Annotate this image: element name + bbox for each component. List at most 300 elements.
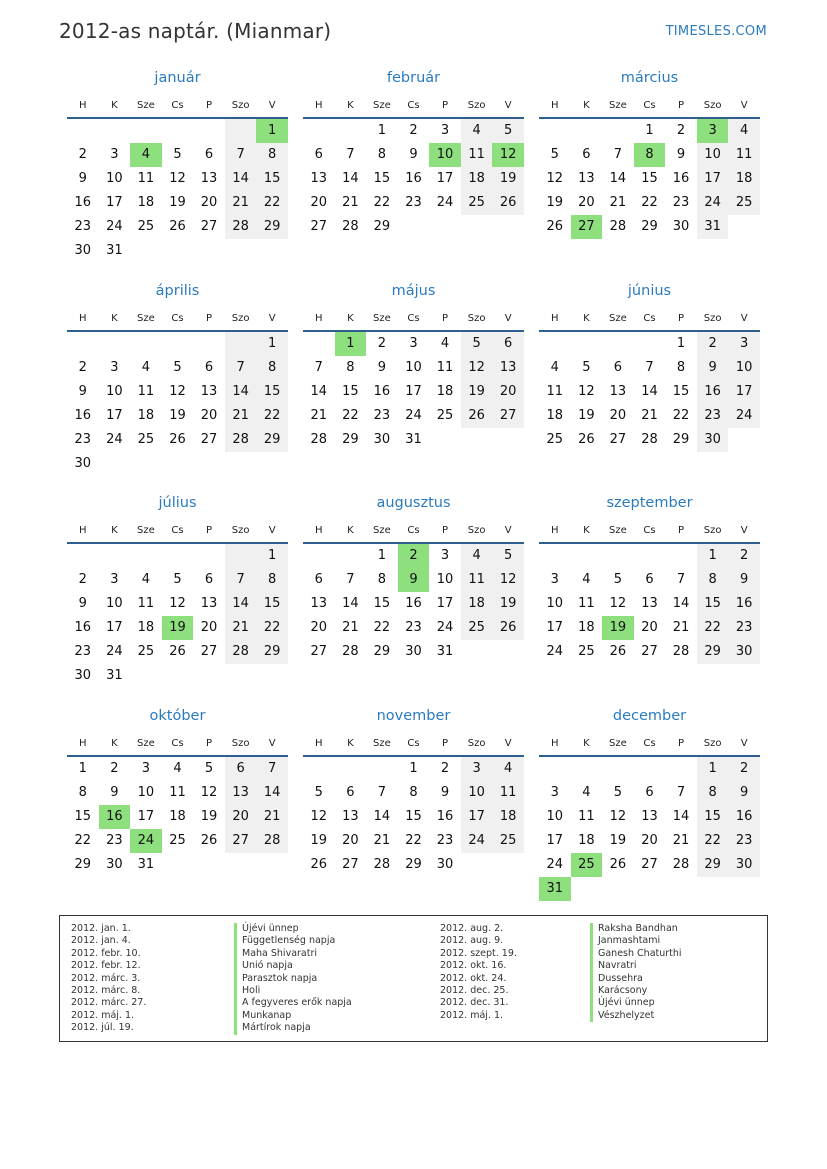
holiday-day-cell: 8 [634,143,666,167]
weekday-label: V [268,738,276,749]
day-cell: 14 [225,380,257,404]
day-cell: 26 [169,432,186,447]
month-block [303,495,524,695]
day-cell: 13 [310,171,328,186]
weekday-label: V [740,525,748,536]
day-cell: 1 [645,123,654,138]
day-cell: 14 [672,596,690,611]
legend-date: 2012. aug. 9. [440,935,504,947]
day-cell: 11 [578,596,595,611]
day-cell: 23 [672,195,690,210]
day-cell: 29 [256,640,288,664]
day-cell: 29 [256,215,288,239]
weekday-label: Szo [703,100,722,111]
weekday-label: K [583,100,590,111]
day-cell: 18 [169,809,186,824]
holiday-day-cell: 31 [539,877,571,901]
day-cell: 15 [697,805,729,829]
day-cell: 25 [578,644,595,659]
legend-holiday-name: Dussehra [590,973,682,985]
weekday-label: V [504,100,512,111]
day-grid [303,757,524,901]
day-cell: 25 [461,616,493,640]
day-cell: 3 [461,757,493,781]
day-cell: 27 [200,644,218,659]
day-cell: 11 [578,809,595,824]
legend-date: 2012. júl. 19. [71,1022,134,1034]
day-cell: 1 [676,336,686,351]
weekday-label: H [315,313,323,324]
day-cell: 15 [641,171,658,186]
day-cell: 4 [440,336,450,351]
day-cell: 8 [256,356,288,380]
day-cell: 18 [461,592,493,616]
day-cell: 26 [609,644,627,659]
holiday-day-cell: 27 [571,215,603,239]
day-cell: 2 [78,147,87,162]
day-cell: 5 [461,332,493,356]
legend-right-dates [440,923,517,1022]
day-cell: 12 [169,171,186,186]
day-cell: 20 [578,195,595,210]
weekday-label: Cs [643,525,656,536]
day-cell: 7 [256,757,288,781]
day-cell: 11 [169,785,186,800]
day-cell: 28 [672,857,690,872]
month-name: február [386,70,441,86]
weekday-label: P [442,525,449,536]
weekday-label: Szo [231,313,250,324]
day-cell: 16 [405,596,422,611]
legend-left-names [234,923,352,1035]
day-cell: 6 [346,785,355,800]
day-cell: 20 [200,195,218,210]
day-cell: 25 [137,219,155,234]
day-cell: 29 [697,853,729,877]
legend-holiday-name: Maha Shivaratri [234,948,352,960]
day-cell: 3 [550,572,559,587]
day-cell: 24 [697,191,729,215]
weekday-header [539,738,760,754]
day-cell: 18 [461,167,493,191]
day-cell: 29 [405,857,422,872]
day-cell: 23 [74,219,92,234]
day-cell: 17 [436,596,454,611]
weekday-label: P [206,525,213,536]
legend-date: 2012. okt. 16. [440,960,507,972]
day-cell: 9 [697,356,729,380]
weekday-label: Cs [643,100,656,111]
weekday-label: H [79,100,87,111]
weekday-label: Cs [407,313,420,324]
legend-date: 2012. dec. 31. [440,997,509,1009]
day-cell: 10 [546,596,564,611]
legend-holiday-name: Navratri [590,960,682,972]
day-cell: 11 [461,143,493,167]
day-cell: 24 [106,219,123,234]
day-cell: 5 [173,360,182,375]
day-cell: 15 [342,384,359,399]
day-cell: 22 [373,195,391,210]
month-name: március [620,70,679,86]
day-cell: 11 [546,384,564,399]
weekday-label: Szo [231,525,250,536]
day-cell: 30 [672,219,690,234]
day-cell: 7 [377,785,387,800]
day-cell: 22 [641,195,658,210]
day-cell: 2 [728,544,760,568]
weekday-label: Cs [171,313,184,324]
day-cell: 20 [225,805,257,829]
day-cell: 17 [546,620,564,635]
holiday-day-cell: 2 [398,544,430,568]
weekday-label: Szo [467,525,486,536]
day-cell [225,544,257,568]
day-cell: 27 [200,432,218,447]
day-cell: 11 [436,360,454,375]
weekday-label: Sze [609,100,627,111]
day-cell: 16 [74,195,92,210]
day-cell: 30 [74,243,92,258]
month-block [303,708,524,908]
day-cell: 17 [461,805,493,829]
day-cell: 14 [373,809,391,824]
day-cell: 14 [641,384,658,399]
day-cell: 6 [613,360,623,375]
day-cell: 15 [373,171,391,186]
day-cell: 12 [169,384,186,399]
day-cell: 14 [342,596,359,611]
weekday-label: H [551,313,559,324]
day-cell: 9 [409,147,418,162]
month-block [539,70,760,270]
day-cell: 3 [110,360,119,375]
day-cell: 21 [641,408,658,423]
day-cell: 13 [492,356,524,380]
day-cell: 7 [225,568,257,592]
legend-holiday-name: Vészhelyzet [590,1010,682,1022]
day-cell: 27 [492,404,524,428]
holiday-legend [59,915,768,1042]
day-cell: 1 [78,761,87,776]
weekday-label: P [442,738,449,749]
weekday-header [67,738,288,754]
day-cell: 3 [110,572,119,587]
day-cell: 26 [492,616,524,640]
day-cell: 10 [461,781,493,805]
weekday-label: V [268,525,276,536]
holiday-day-cell: 4 [130,143,162,167]
day-cell: 14 [225,167,257,191]
weekday-label: P [206,100,213,111]
day-cell: 30 [436,857,454,872]
day-cell: 16 [74,408,92,423]
day-cell: 17 [106,195,123,210]
legend-holiday-name: Munkanap [234,1010,352,1022]
day-cell: 19 [310,833,328,848]
holiday-day-cell: 19 [602,616,634,640]
day-cell: 9 [78,171,87,186]
day-cell: 21 [373,833,391,848]
day-cell: 10 [697,143,729,167]
legend-date: 2012. szept. 19. [440,947,517,959]
day-cell: 21 [310,408,328,423]
holiday-day-cell: 3 [697,119,729,143]
site-link[interactable]: TIMESLES.COM [665,24,767,39]
day-cell: 10 [436,572,454,587]
month-block [67,495,288,695]
day-cell: 8 [697,781,729,805]
day-cell: 31 [106,243,123,258]
day-cell: 26 [169,644,186,659]
month-name: április [155,283,200,299]
weekday-label: H [79,525,87,536]
day-cell: 31 [697,215,729,239]
day-cell: 25 [169,833,186,848]
day-cell: 2 [440,761,450,776]
weekday-label: Sze [609,525,627,536]
day-cell: 12 [492,568,524,592]
holiday-day-cell: 9 [398,568,430,592]
day-cell: 24 [461,829,493,853]
day-cell: 14 [609,171,627,186]
day-cell: 24 [106,432,123,447]
day-cell: 13 [578,171,595,186]
day-cell: 10 [546,809,564,824]
day-cell: 9 [78,384,87,399]
day-cell: 4 [492,757,524,781]
day-cell: 25 [461,191,493,215]
day-cell: 29 [672,432,690,447]
day-cell: 13 [342,809,359,824]
day-cell: 30 [106,857,123,872]
day-cell: 13 [225,781,257,805]
day-cell: 3 [728,332,760,356]
day-cell: 12 [578,384,595,399]
day-cell: 6 [204,147,214,162]
weekday-label: Sze [373,100,391,111]
day-cell: 17 [106,408,123,423]
day-cell: 5 [582,360,591,375]
weekday-label: Cs [643,313,656,324]
day-grid [539,332,760,476]
day-cell: 26 [200,833,218,848]
legend-holiday-name: Ganesh Chaturthi [590,948,682,960]
day-cell: 23 [74,432,92,447]
weekday-header [67,100,288,116]
day-cell: 18 [578,833,595,848]
day-cell: 15 [256,380,288,404]
month-block [539,708,760,908]
holiday-day-cell: 24 [130,829,162,853]
weekday-label: Cs [171,738,184,749]
weekday-label: Szo [467,313,486,324]
day-grid [539,757,760,901]
day-cell: 24 [106,644,123,659]
day-cell: 15 [697,592,729,616]
weekday-label: H [315,738,323,749]
day-cell: 21 [609,195,627,210]
weekday-label: V [740,738,748,749]
month-name: július [158,495,197,511]
weekday-label: Szo [703,525,722,536]
day-cell: 18 [137,620,155,635]
weekday-header [303,100,524,116]
weekday-label: V [504,738,512,749]
day-cell: 9 [728,781,760,805]
day-cell: 26 [609,857,627,872]
weekday-label: P [206,738,213,749]
weekday-label: K [111,313,118,324]
legend-holiday-name: Újévi ünnep [590,997,682,1009]
day-cell: 8 [377,147,387,162]
weekday-label: K [347,313,354,324]
month-name: december [612,708,687,724]
weekday-label: Szo [231,738,250,749]
day-cell: 26 [546,219,564,234]
day-cell: 2 [78,572,87,587]
day-cell: 12 [169,596,186,611]
weekday-header [67,313,288,329]
day-cell: 27 [310,644,328,659]
legend-holiday-name: A fegyveres erők napja [234,997,352,1009]
weekday-label: Sze [373,525,391,536]
day-cell: 24 [405,408,422,423]
day-cell: 7 [645,360,654,375]
day-cell: 8 [256,143,288,167]
day-cell: 4 [582,785,591,800]
weekday-label: V [504,313,512,324]
day-cell: 9 [676,147,686,162]
day-cell: 14 [310,384,328,399]
day-cell: 11 [492,781,524,805]
day-cell: 25 [546,432,564,447]
day-cell: 18 [137,408,155,423]
weekday-label: Szo [703,738,722,749]
day-cell: 1 [256,544,288,568]
day-cell: 1 [256,332,288,356]
day-cell: 27 [200,219,218,234]
weekday-label: V [740,100,748,111]
day-cell: 7 [346,147,355,162]
day-cell: 17 [106,620,123,635]
legend-holiday-name: Függetlenség napja [234,935,352,947]
weekday-label: H [79,313,87,324]
day-cell: 29 [697,640,729,664]
day-cell: 4 [582,572,591,587]
weekday-label: Cs [643,738,656,749]
weekday-header [303,313,524,329]
day-cell: 23 [728,616,760,640]
day-cell: 23 [436,833,454,848]
day-cell: 26 [310,857,328,872]
day-cell: 28 [225,640,257,664]
day-cell: 15 [74,809,92,824]
month-block [67,70,288,270]
day-cell: 19 [492,167,524,191]
day-cell: 31 [405,432,422,447]
legend-holiday-name: Janmashtami [590,935,682,947]
day-cell: 21 [256,805,288,829]
day-cell [225,119,257,143]
weekday-label: K [347,525,354,536]
day-cell: 14 [225,592,257,616]
day-cell: 7 [346,572,355,587]
day-cell: 17 [728,380,760,404]
legend-date: 2012. márc. 3. [71,972,141,984]
weekday-label: K [347,100,354,111]
day-cell: 12 [310,809,328,824]
legend-date: 2012. jan. 4. [71,935,131,947]
weekday-label: Sze [609,313,627,324]
day-cell: 19 [492,592,524,616]
day-cell: 19 [200,809,218,824]
day-cell: 4 [461,544,493,568]
day-cell: 5 [492,544,524,568]
day-cell: 7 [676,785,686,800]
day-cell: 30 [697,428,729,452]
day-grid [303,119,524,263]
day-cell: 16 [405,171,422,186]
day-cell: 2 [728,757,760,781]
legend-date: 2012. márc. 27. [71,997,147,1009]
weekday-header [303,525,524,541]
day-cell: 23 [728,829,760,853]
day-cell: 20 [641,620,658,635]
day-cell: 28 [310,432,328,447]
day-cell: 2 [409,123,418,138]
day-cell: 7 [225,356,257,380]
day-cell: 28 [373,857,391,872]
day-cell: 6 [314,147,323,162]
day-cell: 21 [225,404,257,428]
day-cell: 6 [645,572,654,587]
weekday-label: P [442,313,449,324]
day-cell: 17 [137,809,155,824]
day-cell: 8 [409,785,418,800]
day-cell: 6 [492,332,524,356]
weekday-label: Cs [171,525,184,536]
day-cell: 20 [200,408,218,423]
weekday-label: H [551,738,559,749]
day-cell: 30 [728,640,760,664]
day-cell: 9 [110,785,119,800]
month-block [539,283,760,483]
day-cell: 12 [609,596,627,611]
legend-right-names [590,923,682,1022]
legend-holiday-name: Raksha Bandhan [590,923,682,935]
day-cell: 11 [137,384,155,399]
day-cell: 21 [225,191,257,215]
day-cell: 18 [137,195,155,210]
holiday-day-cell: 16 [99,805,131,829]
day-cell: 20 [310,195,328,210]
weekday-header [539,100,760,116]
day-cell: 3 [141,761,151,776]
day-cell: 30 [405,644,422,659]
day-cell: 29 [373,219,391,234]
day-cell: 19 [461,380,493,404]
day-cell: 3 [110,147,119,162]
weekday-label: V [268,100,276,111]
day-cell: 29 [373,644,391,659]
legend-holiday-name: Újévi ünnep [234,923,352,935]
legend-holiday-name: Parasztok napja [234,973,352,985]
day-cell: 19 [169,408,186,423]
day-cell: 12 [200,785,218,800]
day-cell: 23 [405,195,422,210]
day-cell: 20 [641,833,658,848]
